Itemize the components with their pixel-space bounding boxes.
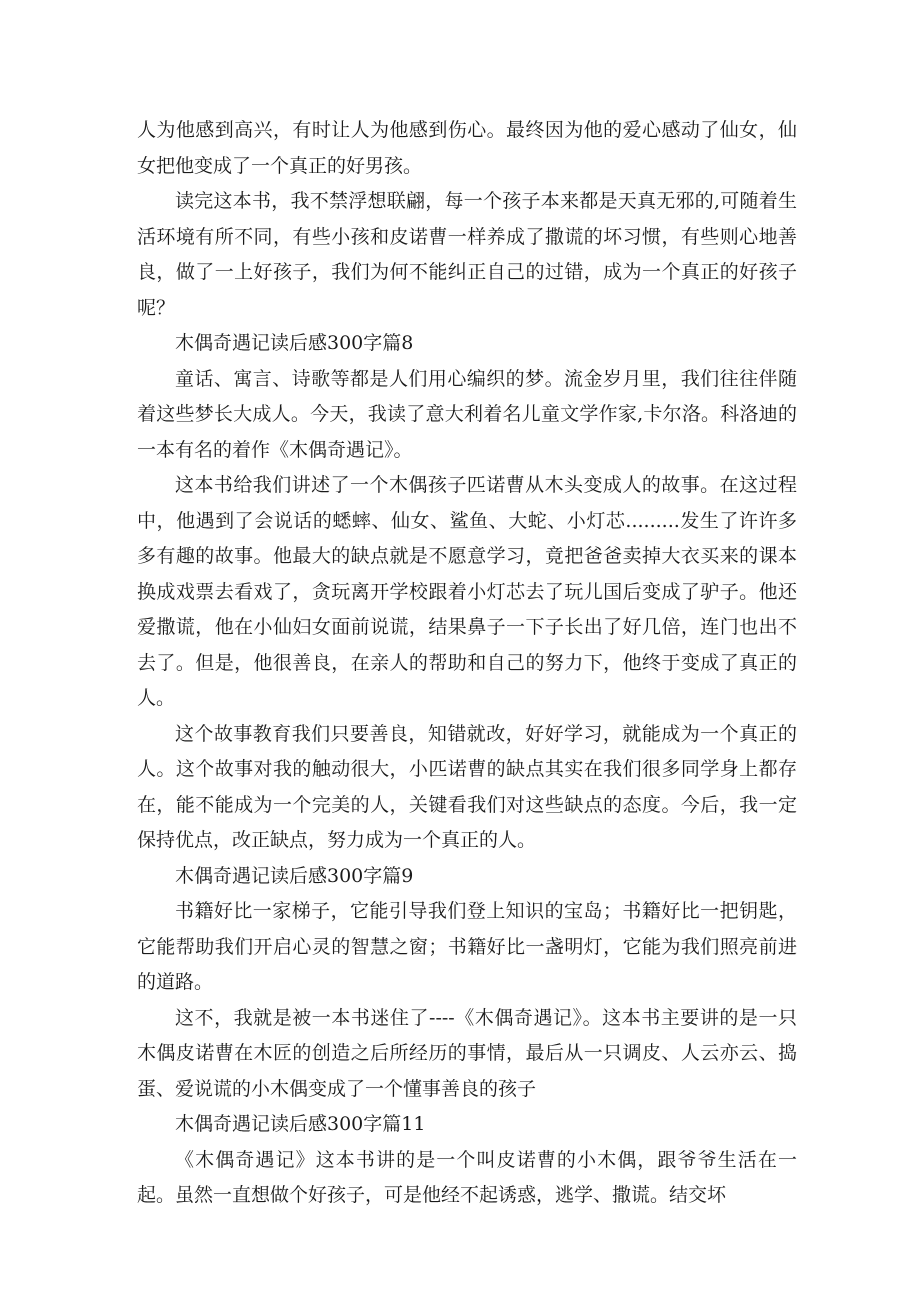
section-heading-11: 木偶奇遇记读后感300字篇11: [175, 1113, 426, 1135]
document-body: [137, 113, 797, 1214]
section-heading-8: 木偶奇遇记读后感300字篇8: [175, 332, 414, 354]
paragraph-continuation: 人为他感到高兴，有时让人为他感到伤心。最终因为他的爱心感动了仙女，仙女把他变成了一个真正的好男孩。: [137, 119, 797, 177]
paragraph-books: 书籍好比一家梯子，它能引导我们登上知识的宝岛；书籍好比一把钥匙，它能帮助我们开启心灵的智慧之窗；书籍好比一盏明灯，它能为我们照亮前进的道路。: [137, 900, 797, 993]
paragraph-final: 《木偶奇遇记》这本书讲的是一个叫皮诺曹的小木偶，跟爷爷生活在一起。虽然一直想做个好孩子，可是他经不起诱惑，逃学、撒谎。结交坏: [137, 1148, 797, 1206]
section-heading-9: 木偶奇遇记读后感300字篇9: [175, 864, 414, 887]
paragraph-story: 这本书给我们讲述了一个木偶孩子匹诺曹从木头变成人的故事。在这过程中，他遇到了会说话的蟋蟀、仙女、鲨鱼、大蛇、小灯芯.........发生了许许多多有趣的故事。他最大的缺点就是不愿意学习，竟把爸爸卖掉大衣买来的课本换成戏票去看戏了，贪玩离开学校跟着小灯芯去了玩儿国后变成了驴子。他还爱撒谎，他在小仙妇女面前说谎，结果鼻子一下子长出了好几倍，连门也出不去了。但是，他很善良，在亲人的帮助和自己的努力下，他终于变成了真正的人。: [137, 474, 797, 709]
paragraph-intro: 童话、寓言、诗歌等都是人们用心编织的梦。流金岁月里，我们往往伴随着这些梦长大成人。今天，我读了意大利着名儿童文学作家,卡尔洛。科洛迪的一本有名的着作《木偶奇遇记》。: [137, 367, 797, 461]
paragraph-lesson: 这个故事教育我们只要善良，知错就改，好好学习，就能成为一个真正的人。这个故事对我的触动很大，小匹诺曹的缺点其实在我们很多同学身上都存在，能不能成为一个完美的人，关键看我们对这些缺点的态度。今后，我一定保持优点，改正缺点，努力成为一个真正的人。: [137, 722, 797, 851]
paragraph-summary: 这不，我就是被一本书迷住了----《木偶奇遇记》。这本书主要讲的是一只木偶皮诺曹在木匠的创造之后所经历的事情，最后从一只调皮、人云亦云、捣蛋、爱说谎的小木偶变成了一个懂事善良的孩子: [137, 1006, 797, 1100]
paragraph-reflection: 读完这本书，我不禁浮想联翩，每一个孩子本来都是天真无邪的,可随着生活环境有所不同，有些小孩和皮诺曹一样养成了撒谎的坏习惯，有些则心地善良，做了一上好孩子，我们为何不能纠正自己的过错，成为一个真正的好孩子呢？: [137, 190, 797, 319]
